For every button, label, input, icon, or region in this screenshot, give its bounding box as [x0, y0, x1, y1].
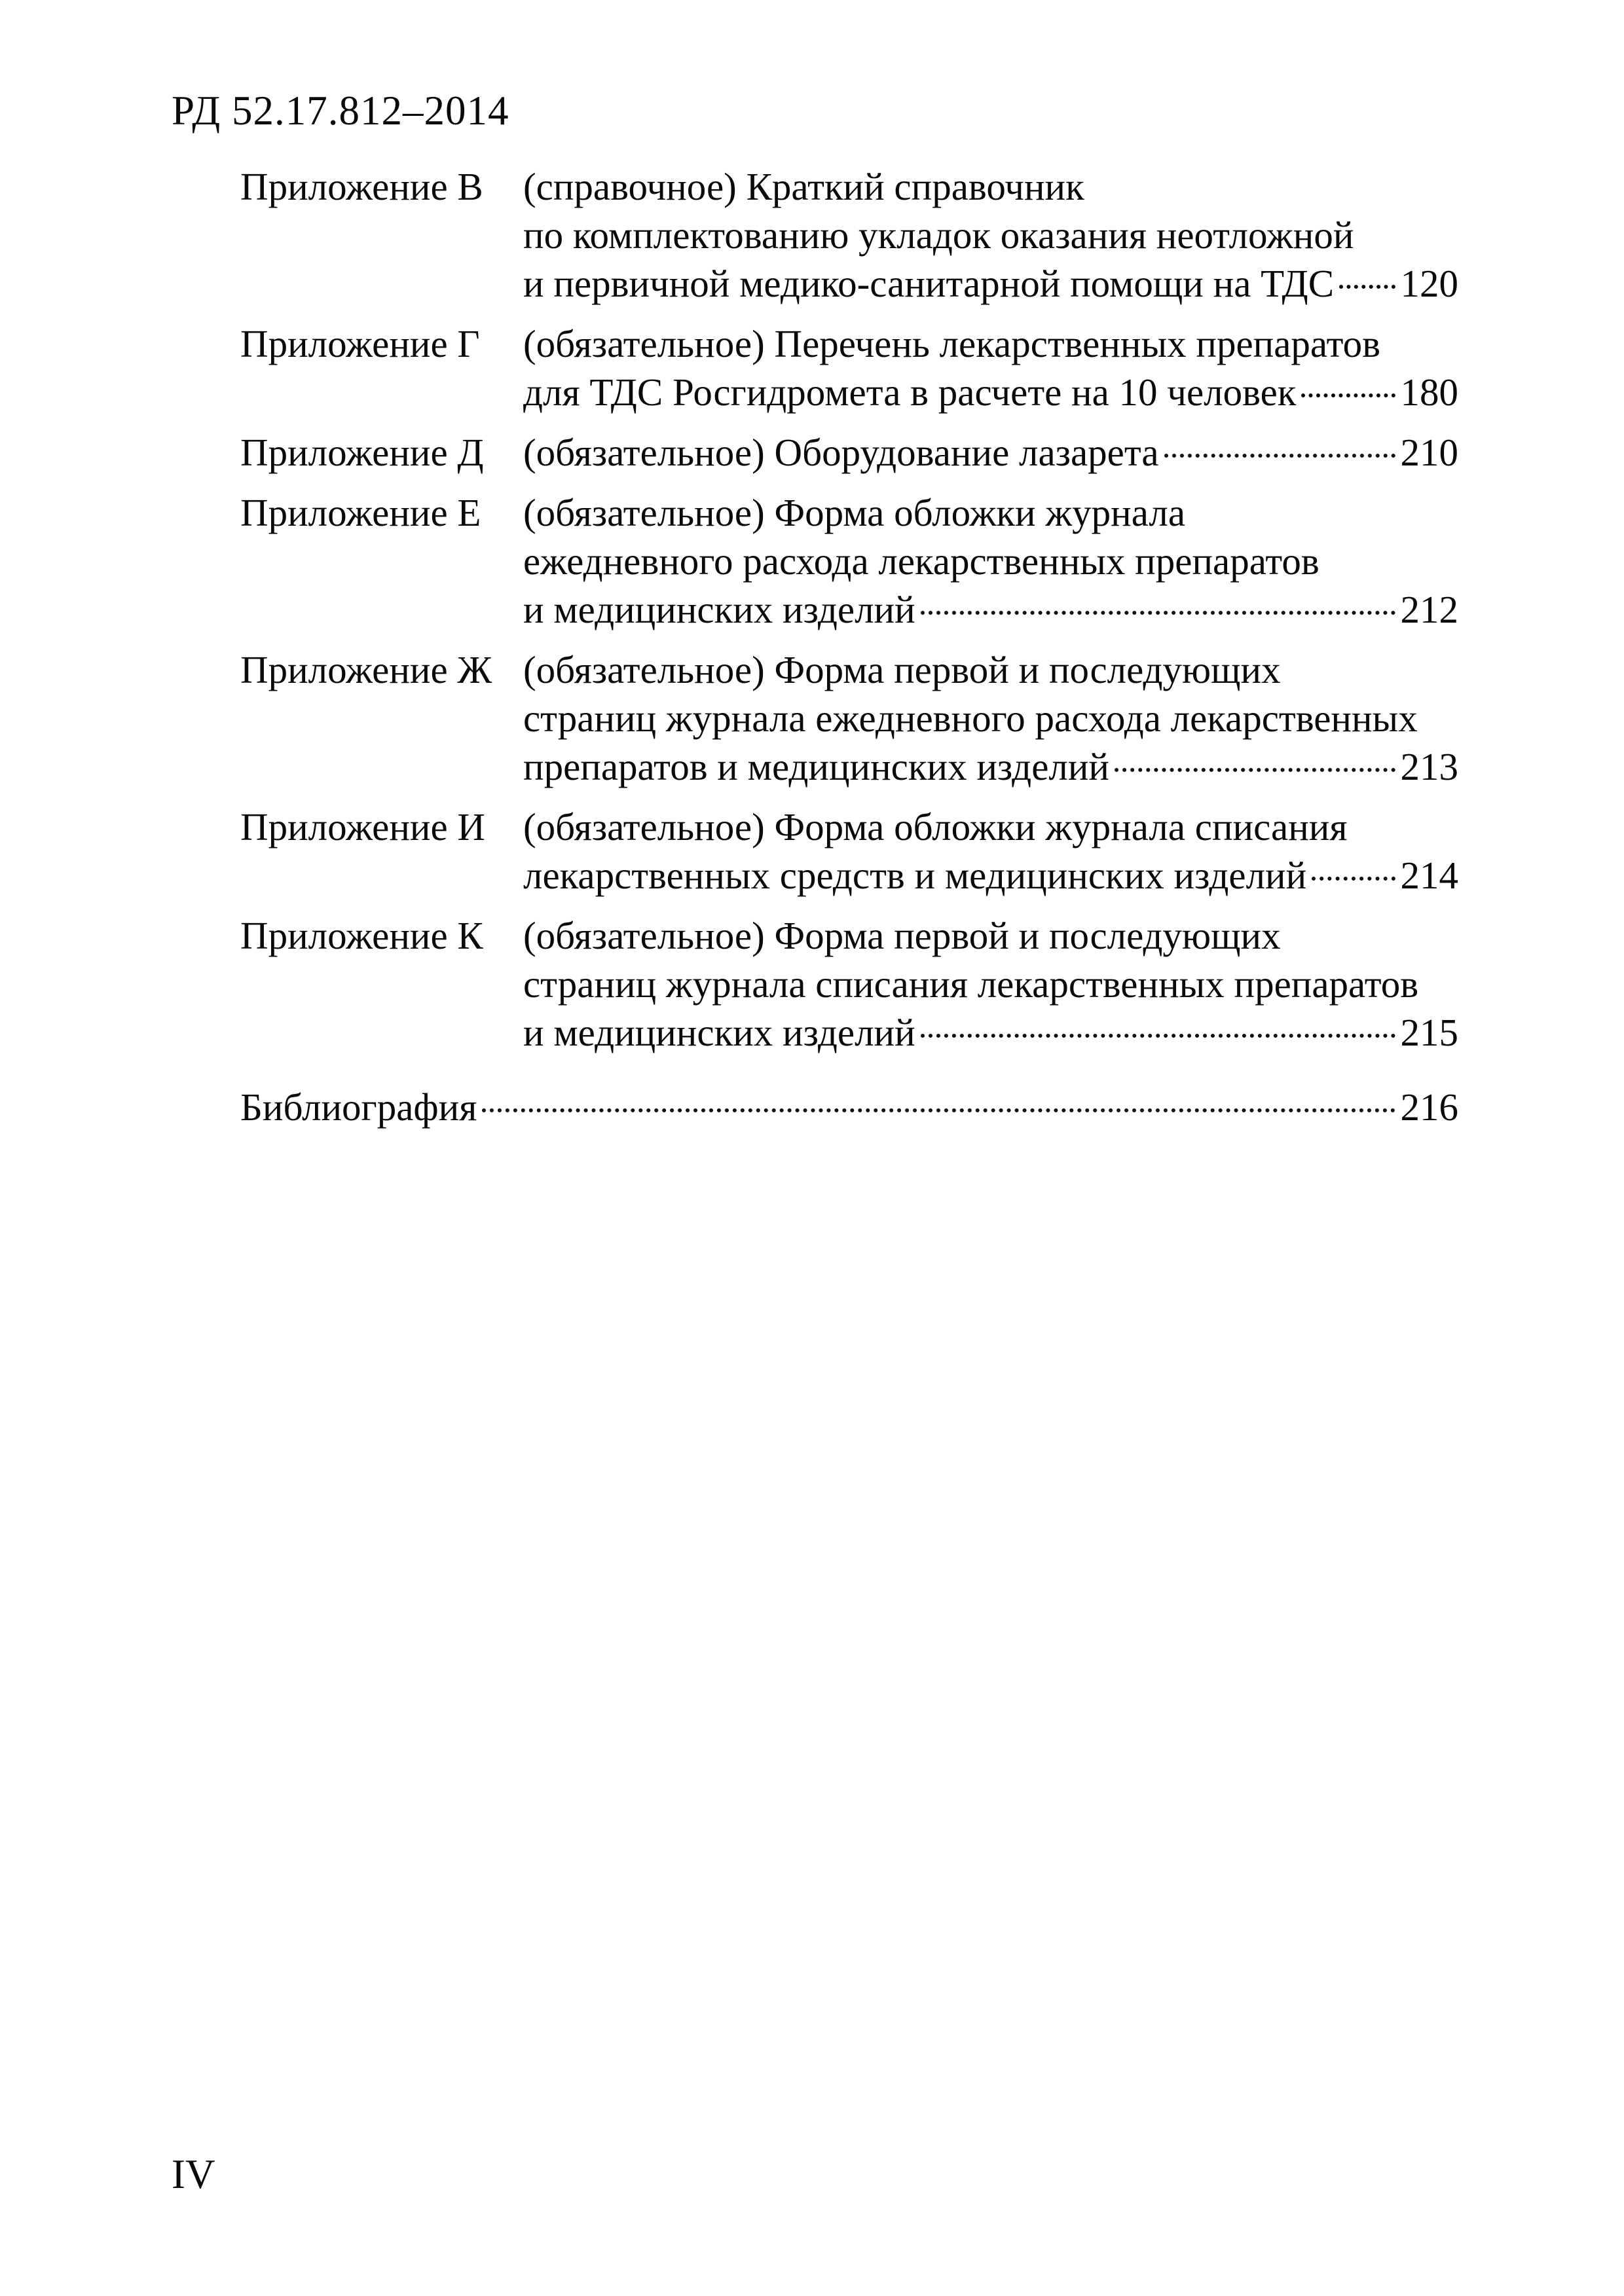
toc-entry-title-line: (справочное) Краткий справочник — [523, 165, 1084, 208]
toc-entry-label: Приложение И — [240, 805, 486, 848]
toc-entry-last-line — [523, 742, 1458, 791]
toc-entry-last-line — [523, 259, 1458, 308]
toc-entry[interactable] — [240, 803, 1458, 900]
toc-entry-title-line: (обязательное) Форма обложки журнала списания — [523, 805, 1348, 848]
toc-entries — [240, 162, 1458, 1057]
toc-entry-page-number: 213 — [1400, 745, 1458, 788]
toc-entry[interactable] — [240, 646, 1458, 791]
dot-leader — [921, 1034, 1395, 1038]
toc-entry-last-line — [523, 851, 1458, 900]
toc-entry-page-number: 210 — [1400, 431, 1458, 474]
toc-entry-title — [515, 428, 1458, 477]
toc-entry-label: Приложение Ж — [240, 648, 492, 691]
toc-entry-title-line: (обязательное) Форма обложки журнала — [523, 491, 1186, 534]
toc-entry-title-line: страниц журнала списания лекарственных препаратов — [523, 962, 1419, 1006]
toc-entry-last-line — [523, 428, 1458, 477]
bibliography-page-number: 216 — [1400, 1085, 1458, 1129]
toc-entry[interactable] — [240, 488, 1458, 634]
toc-entry-bibliography[interactable] — [240, 1083, 1458, 1131]
toc-entry-label: Приложение В — [240, 165, 483, 208]
toc-entry-label: Приложение Е — [240, 491, 481, 534]
toc-entry-label: Приложение Д — [240, 431, 484, 474]
toc-entry-title-line: и медицинских изделий — [523, 588, 915, 631]
toc-entry-last-line — [523, 368, 1458, 416]
toc-entry-title-line: (обязательное) Форма первой и последующих — [523, 914, 1281, 957]
toc-entry-title-line: по комплектованию укладок оказания неотложной — [523, 213, 1354, 257]
toc-entry-title-line: ежедневного расхода лекарственных препаратов — [523, 539, 1320, 583]
toc-entry-page-number: 214 — [1400, 854, 1458, 897]
toc-entry-title-line: (обязательное) Перечень лекарственных препаратов — [523, 322, 1380, 365]
dot-leader — [1164, 454, 1395, 458]
toc-entry-title-line: (обязательное) Форма первой и последующих — [523, 648, 1281, 691]
dot-leader — [1339, 285, 1395, 289]
toc-entry-title — [515, 162, 1458, 308]
toc-entry[interactable] — [240, 911, 1458, 1057]
toc-entry[interactable] — [240, 319, 1458, 416]
table-of-contents — [240, 162, 1458, 1131]
toc-entry-last-line — [523, 585, 1458, 634]
dot-leader — [1115, 768, 1395, 772]
toc-entry-title-line: и первичной медико-санитарной помощи на ТДС — [523, 262, 1335, 305]
toc-entry-title — [515, 319, 1458, 416]
toc-entry-title-line: (обязательное) Оборудование лазарета — [523, 431, 1159, 474]
dot-leader — [482, 1108, 1395, 1112]
dot-leader — [1301, 393, 1395, 397]
toc-entry-title — [515, 488, 1458, 634]
dot-leader — [921, 611, 1395, 615]
toc-entry-last-line — [523, 1008, 1458, 1057]
document-code: РД 52.17.812–2014 — [172, 88, 509, 134]
toc-entry-title-line: и медицинских изделий — [523, 1011, 915, 1054]
toc-entry-page-number: 212 — [1400, 588, 1458, 631]
dot-leader — [1312, 877, 1395, 881]
toc-entry-title-line: лекарственных средств и медицинских изделий — [523, 854, 1307, 897]
toc-entry-title — [515, 646, 1458, 791]
toc-entry-page-number: 120 — [1400, 262, 1458, 305]
toc-entry-label: Приложение Г — [240, 322, 480, 365]
toc-entry-title-line: страниц журнала ежедневного расхода лекарственных — [523, 697, 1418, 740]
page-folio: IV — [172, 2151, 215, 2197]
toc-entry-title — [515, 911, 1458, 1057]
toc-entry[interactable] — [240, 428, 1458, 477]
toc-entry-title — [515, 803, 1458, 900]
toc-entry-title-line: для ТДС Росгидромета в расчете на 10 человек — [523, 371, 1297, 414]
bibliography-label: Библиография — [240, 1085, 477, 1129]
toc-entry[interactable] — [240, 162, 1458, 308]
toc-entry-title-line: препаратов и медицинских изделий — [523, 745, 1109, 788]
toc-entry-page-number: 180 — [1400, 371, 1458, 414]
toc-entry-label: Приложение К — [240, 914, 483, 957]
toc-entry-page-number: 215 — [1400, 1011, 1458, 1054]
